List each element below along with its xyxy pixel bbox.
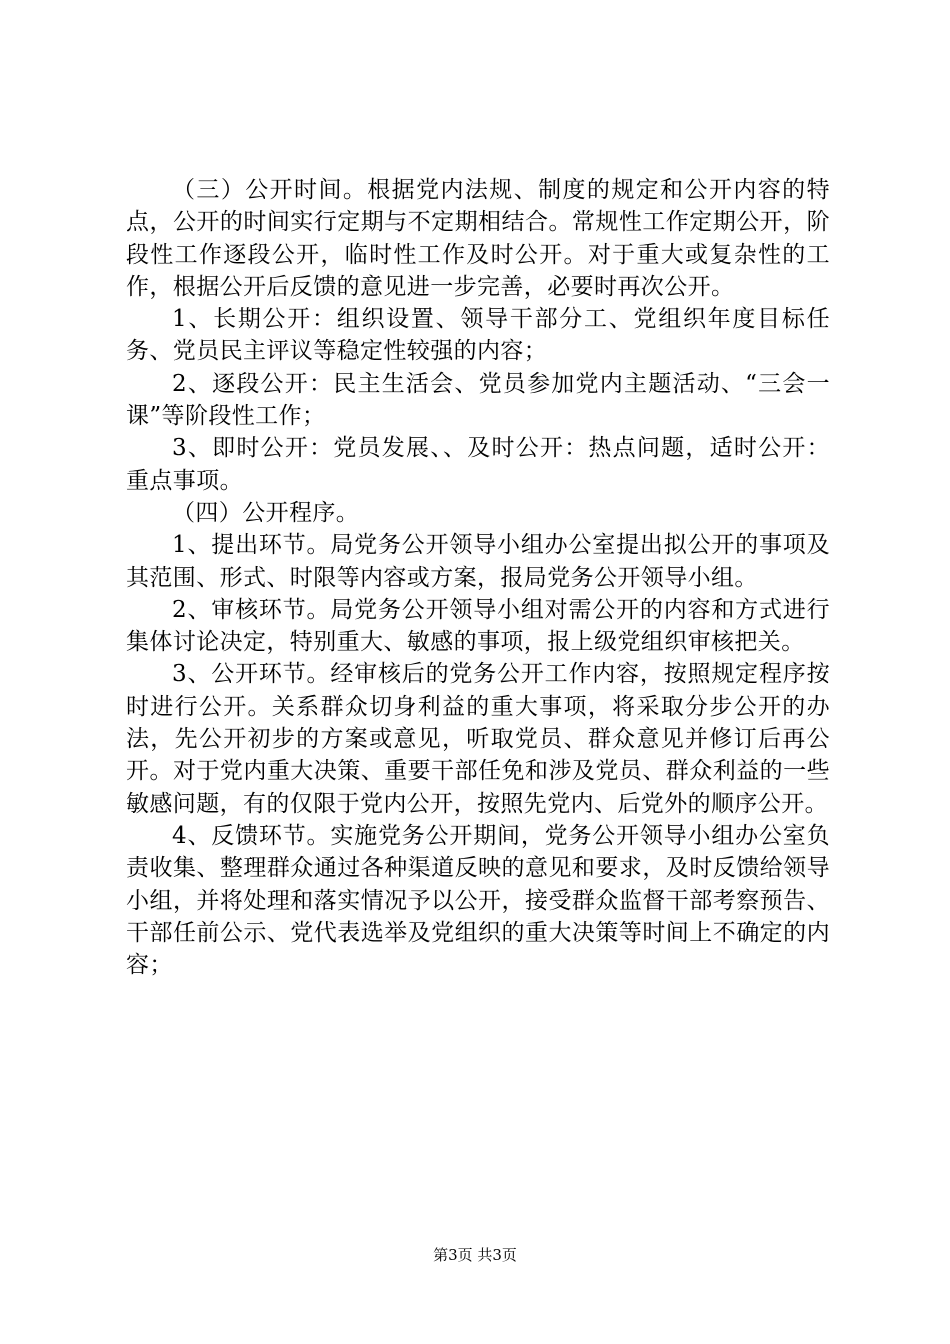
paragraph-immediate: 3、即时公开：党员发展、、及时公开：热点问题，适时公开：重点事项。 xyxy=(126,435,830,494)
document-body xyxy=(126,174,830,981)
paragraph-long-term: 1、长期公开：组织设置、领导干部分工、党组织年度目标任务、党员民主评议等稳定性较强的内容； xyxy=(126,306,830,365)
paragraph-propose: 1、提出环节。局党务公开领导小组办公室提出拟公开的事项及其范围、形式、时限等内容或方案，报局党务公开领导小组。 xyxy=(126,532,830,591)
page-footer: 第3页 共3页 xyxy=(433,1246,517,1264)
paragraph-publish: 3、公开环节。经审核后的党务公开工作内容，按照规定程序按时进行公开。关系群众切身利益的重大事项，将采取分步公开的办法，先公开初步的方案或意见，听取党员、群众意见并修订后再公开。对于党内重大决策、重要干部任免和涉及党员、群众利益的一些敏感问题，有的仅限于党内公开，按照先党内、后党外的顺序公开。 xyxy=(126,661,830,817)
paragraph-review: 2、审核环节。局党务公开领导小组对需公开的内容和方式进行集体讨论决定，特别重大、敏感的事项，报上级党组织审核把关。 xyxy=(126,596,830,656)
paragraph-public-time: （三）公开时间。根据党内法规、制度的规定和公开内容的特点，公开的时间实行定期与不定期相结合。常规性工作定期公开，阶段性工作逐段公开，临时性工作及时公开。对于重大或复杂性的工作，根据公开后反馈的意见进一步完善，必要时再次公开。 xyxy=(126,177,830,300)
paragraph-stage: 2、逐段公开：民主生活会、党员参加党内主题活动、“三会一课”等阶段性工作； xyxy=(126,370,830,430)
section-heading-procedure: （四）公开程序。 xyxy=(172,499,360,526)
paragraph-feedback: 4、反馈环节。实施党务公开期间，党务公开领导小组办公室负责收集、整理群众通过各种渠道反映的意见和要求，及时反馈给领导小组，并将处理和落实情况予以公开，接受群众监督干部考察预告、干部任前公示、党代表选举及党组织的重大决策等时间上不确定的内容； xyxy=(126,822,830,979)
